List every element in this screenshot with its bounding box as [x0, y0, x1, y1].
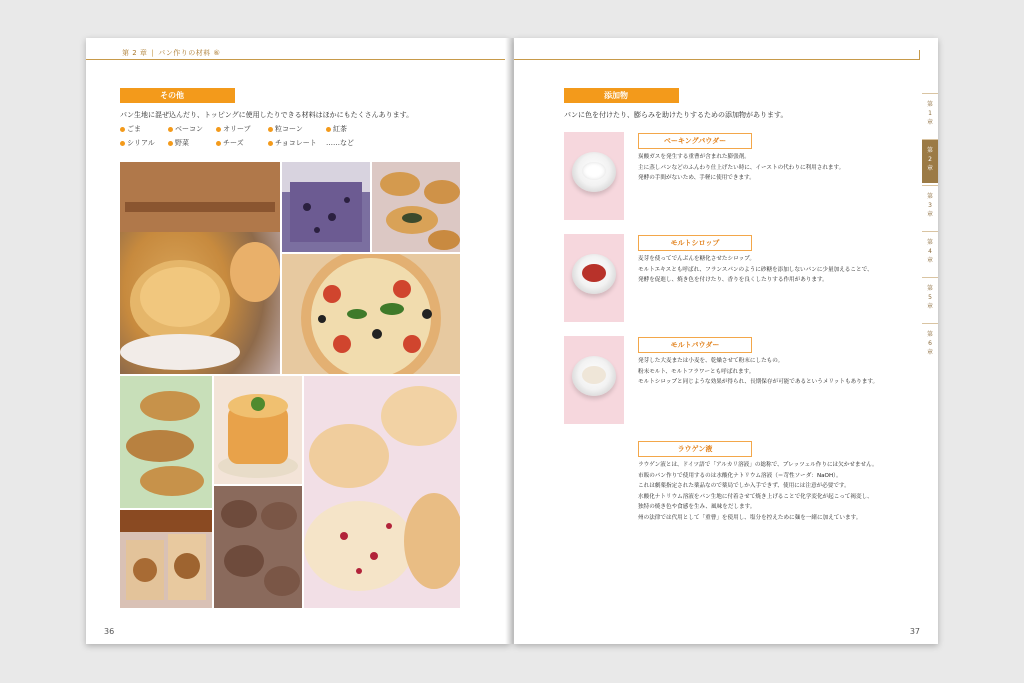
list-item: チーズ — [216, 138, 244, 148]
page-number: 37 — [909, 627, 920, 636]
photo-sesame-twists — [120, 376, 212, 508]
ingredient-name: ラウゲン液 — [638, 441, 752, 457]
list-item: オリーブ — [216, 124, 251, 134]
photo-pizza — [282, 254, 460, 374]
ingredient-name: モルトシロップ — [638, 235, 752, 251]
ingredient-description: 炭酸ガスを発生する重曹が含まれた膨張剤。 主に蒸しパンなどのふんわり仕上げたい時に、イーストの代わりに利用されます。 発酵の手間がないため、手軽に使用できます。 — [638, 154, 845, 181]
running-title: パン作りの材料 ⑥ — [158, 49, 221, 57]
chapter-tab[interactable]: 第 3 章 — [922, 185, 938, 229]
baking-powder-photo — [564, 132, 624, 220]
chapter-tab[interactable]: 第 6 章 — [922, 323, 938, 367]
list-item: チョコレート — [268, 138, 317, 148]
section-intro: パンに色を付けたり、膨らみを助けたりするための添加物があります。 — [564, 111, 788, 119]
page-number: 36 — [104, 627, 115, 636]
photo-purple-bread — [282, 162, 370, 252]
ingredient-description: ラウゲン液とは、ドイツ語で「アルカリ溶液」の総称で、プレッツェル作りには欠かせません。 市販のパン作りで使用するのは水酸化ナトリウム溶液（＝苛性ソーダ：NaOH）。 これは劇薬指定された薬品なので薬局でしか入手できず、使用には注意が必要です。 水酸化ナトリウム溶液をパン生地に付着させて焼き上げることで化学変化が起こって褐変し、 独特の焼き色や食感を生み、風味をだします。 州の法律では代用として「重曹」を使用し、塩分を控えために麺を一緒に加えています。 — [638, 462, 878, 521]
list-item: ベーコン — [168, 124, 203, 134]
photo-filled-rolls — [372, 162, 460, 252]
ingredient-name: ベーキングパウダー — [638, 133, 752, 149]
chapter-tab[interactable]: 第 4 章 — [922, 231, 938, 275]
ingredient-description: 麦芽を使ってでんぷんを糖化させたシロップ。 モルトエキスとも呼ばれ、フランスパンのように砂糖を添加しないパンに少量加えることで、 発酵を促進し、焼き色を付けたり、香りを良くしたりする作用があります。 — [638, 256, 873, 283]
photo-cranberry-bread — [304, 376, 460, 608]
section-intro: パン生地に混ぜ込んだり、トッピングに使用したりできる材料はほかにもたくさんあります。 — [120, 111, 414, 119]
list-item: シリアル — [120, 138, 155, 148]
section-title-additives: 添加物 — [564, 88, 679, 103]
header-rule — [86, 59, 510, 60]
list-item: 紅茶 — [326, 124, 347, 134]
photo-orange-cake — [214, 376, 302, 484]
header-tick — [919, 50, 920, 60]
section-title-other: その他 — [120, 88, 235, 103]
left-page — [86, 38, 510, 644]
list-item: 粒コーン — [268, 124, 303, 134]
photo-swirl-loaf — [120, 510, 212, 608]
header-rule — [514, 59, 920, 60]
running-head: 第 2 章 | パン作りの材料 ⑥ — [122, 49, 221, 57]
ingredient-name: モルトパウダー — [638, 337, 752, 353]
list-item: ごま — [120, 124, 141, 134]
chapter-tab-active[interactable]: 第 2 章 — [922, 139, 938, 183]
malt-powder-photo — [564, 336, 624, 424]
chapter-label: 第 2 章 — [122, 49, 148, 57]
ingredient-description: 発芽した大麦または小麦を、乾燥させて粉末にしたもの。 粉末モルト、モルトフラワーとも呼ばれます。 モルトシロップと同じような効果が得られ、長期保存が可能であるというメリットもあります。 — [638, 358, 879, 385]
photo-chocolate-buns — [214, 486, 302, 608]
right-page — [514, 38, 938, 644]
chapter-tab[interactable]: 第 5 章 — [922, 277, 938, 321]
list-item: 野菜 — [168, 138, 189, 148]
malt-syrup-photo — [564, 234, 624, 322]
chapter-tab[interactable]: 第 1 章 — [922, 93, 938, 137]
list-item: ……など — [326, 139, 354, 147]
photo-bread-basket — [120, 162, 280, 374]
